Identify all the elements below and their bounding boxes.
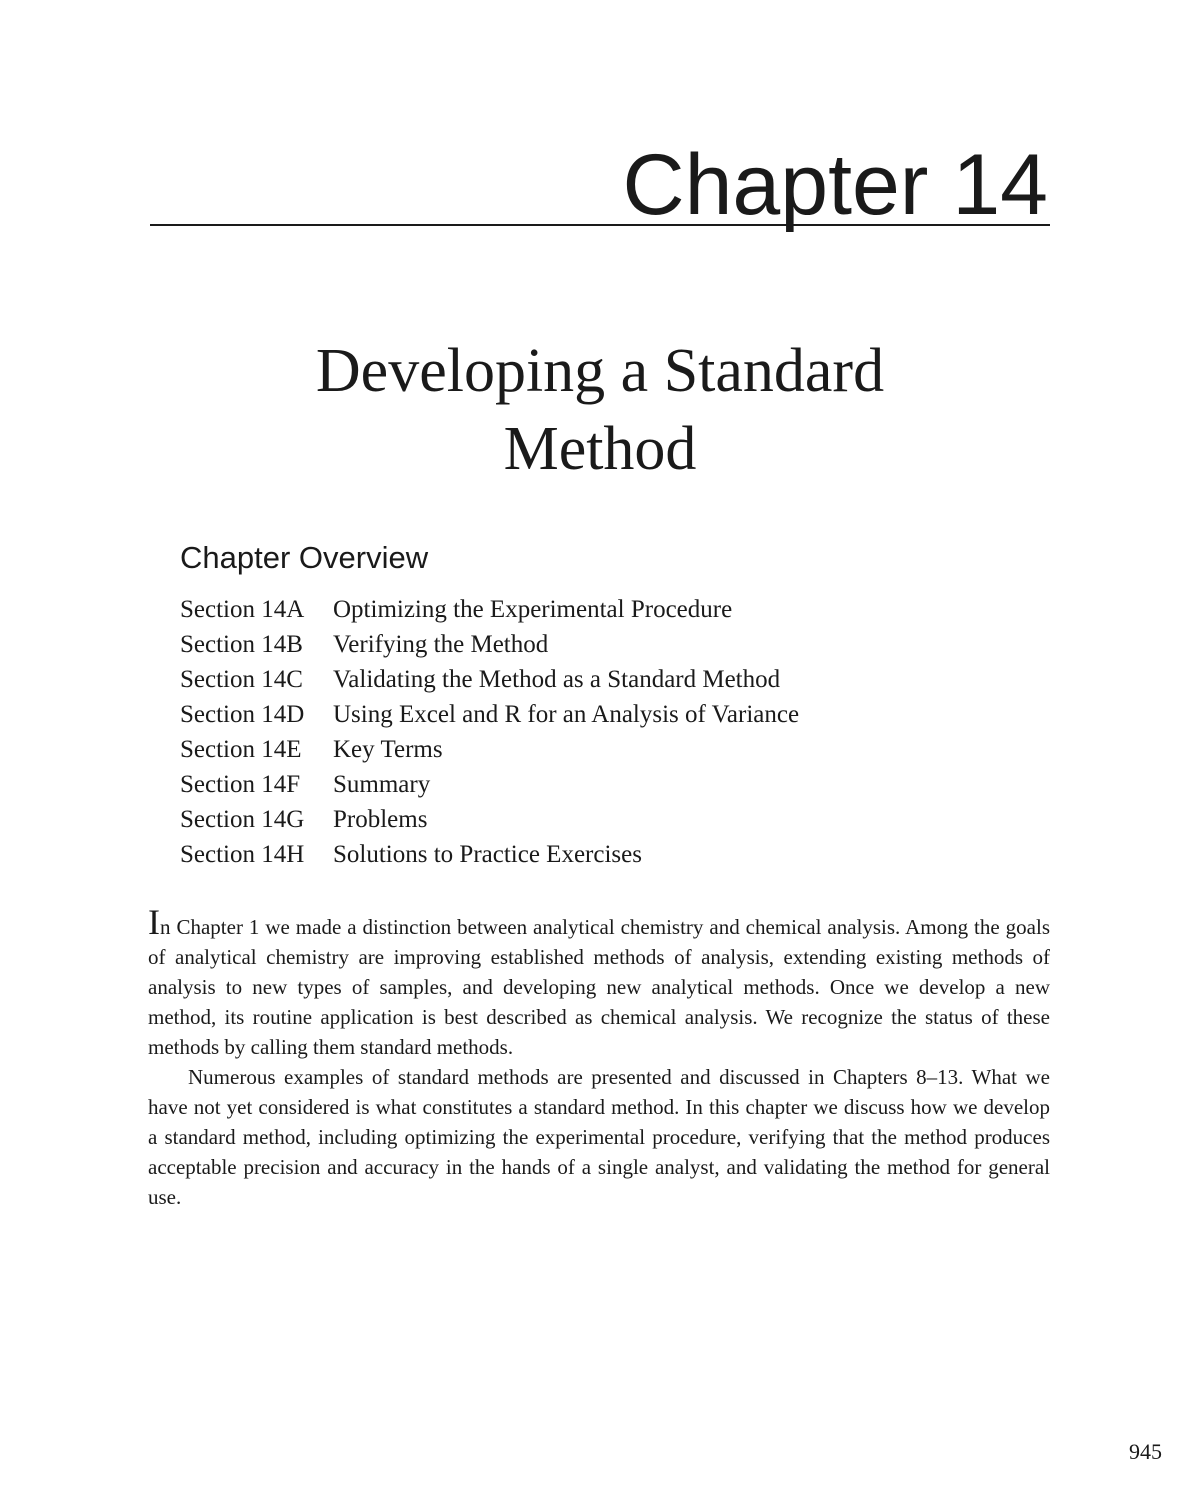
section-title: Using Excel and R for an Analysis of Variance [333,701,800,728]
body-paragraph-1-text: n Chapter 1 we made a distinction between analytical chemistry and chemical analysis. Among the goals of analytical chemistry are improving established methods of analysis, extending existing methods of analysis to new types of samples, and developing new analytical methods. Once we develop a new method, its routine application is best described as chemical analysis. We recognize the status of these methods by calling them standard methods. [148,915,1050,1059]
overview-item [180,592,799,627]
section-id: Section 14H [180,841,305,868]
overview-item [180,802,799,837]
overview-heading: Chapter Overview [180,540,429,575]
section-id: Section 14A [180,596,305,623]
overview-item [180,697,799,732]
chapter-title [150,332,1050,488]
section-title: Summary [333,771,431,798]
section-id: Section 14G [180,806,305,833]
chapter-title-line-1: Developing a Standard [315,337,885,405]
page-number: 945 [1129,1439,1162,1464]
body-paragraph-2: Numerous examples of standard methods are presented and discussed in Chapters 8–13. What we have not yet considered is what constitutes a standard method. In this chapter we discuss how we develop a standard method, including optimizing the experimental procedure, verifying that the method produces acceptable precision and accuracy in the hands of a single analyst, and validating the method for general use. [148,1065,1050,1209]
body-text [148,902,1050,1212]
overview-item [180,732,799,767]
body-paragraph-1 [148,902,1050,1062]
section-title: Key Terms [333,736,443,763]
section-id: Section 14B [180,631,303,658]
section-title: Optimizing the Experimental Procedure [333,596,733,623]
section-title: Verifying the Method [333,631,549,658]
section-id: Section 14D [180,701,305,728]
section-title: Solutions to Practice Exercises [333,841,642,868]
overview-item [180,627,799,662]
chapter-title-line-2: Method [503,415,697,483]
chapter-label: Chapter 14 [622,137,1048,233]
section-id: Section 14C [180,666,303,693]
overview-item [180,837,799,872]
section-id: Section 14F [180,771,301,798]
chapter-rule [150,224,1050,226]
section-title: Validating the Method as a Standard Method [333,666,781,693]
overview-item [180,662,799,697]
overview-list [180,592,799,872]
overview-item [180,767,799,802]
section-id: Section 14E [180,736,302,763]
section-title: Problems [333,806,428,833]
drop-cap: I [148,902,160,942]
